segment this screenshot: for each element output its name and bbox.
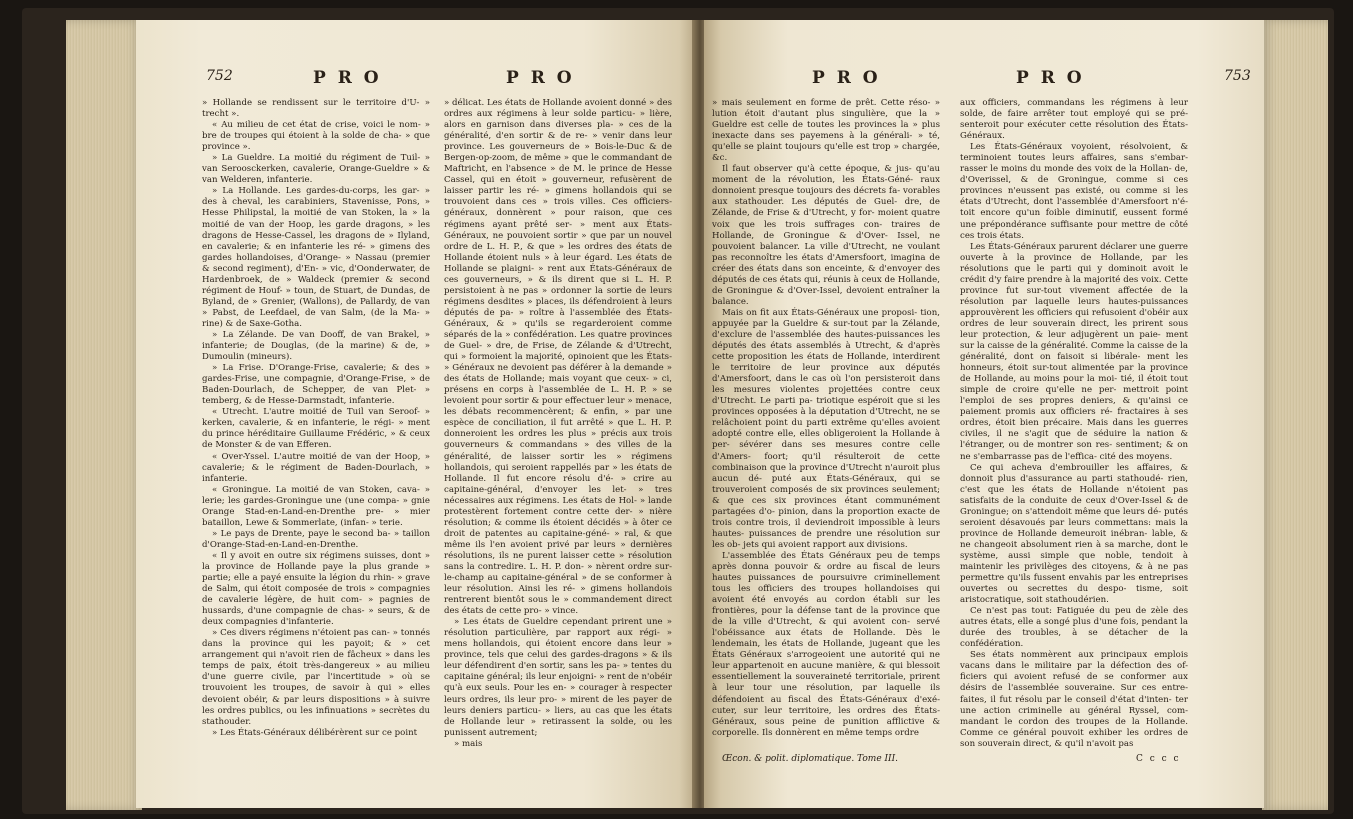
left-column-2 — [444, 98, 672, 750]
running-head-left-2: P R O — [506, 68, 575, 88]
right-column-2 — [960, 98, 1188, 750]
paragraph: Il faut observer qu'à cette époque, & jus- qu'au moment de la révolution, les États-Géné- raux donnoient presque toujours des décrets fa- vorables aux stathouder. Les députés de Guel- dre, de Zélande, de Frise & d'Utrecht, y for- moient quatre voix que les trois suffrages con- traires de Hollande, de Groningue & d'Over- Issel, ne pouvoient balancer. La ville d'Utrecht, ne voulant pas reconnoître les états d'Amersfoort, imagina de créer des états dans son enceinte, & d'envoyer des députés de ces états qui, réunis à ceux de Hollande, de Groningue & d'Over-Issel, devoient entraîner la balance. — [712, 164, 940, 307]
paragraph: » La Frise. D'Orange-Frise, cavalerie; & des » gardes-Frise, une compagnie, d'Orange-Frise, » de Baden-Dourlach, de Schepper, de van Plet- » temberg, & de Hesse-Darmstadt, infanterie. — [202, 363, 430, 407]
paragraph: Ses états nommèrent aux principaux emplois vacans dans le militaire par la défection des of- ficiers qui avoient refusé de se conformer aux désirs de l'assemblée souveraine. Sur ces entre- faites, il fut résolu par le conseil d'état d'inten- ter une action criminelle au général Ryssel, com- mandant le cordon des troupes de la Hollande. Comme ce général pouvoit exhiber les ordres de son souverain direct, & qu'il n'avoit pas — [960, 650, 1188, 749]
paragraph: Mais on fit aux États-Généraux une proposi- tion, appuyée par la Gueldre & sur-tout par la Zélande, d'exclure de l'assemblée des hautes-puissances les députés des états assemblés à Utrecht, & d'après cette proposition les états de Hollande, interdirent le territoire de leur province aux députés d'Amersfoort, dans le cas où l'on persisteroit dans les mesures violentes projettées contre ceux d'Utrecht. Le parti pa- triotique espéroit que si les provinces opposées à la députation d'Utrecht, ne se relâchoient point du parti extrême qu'elles avoient adopté contre elle, elles obligeroient la Hollande à per- sévérer dans ses mesures contre celle d'Amers- foort; qu'il résulteroit de cette combinaison que la province d'Utrecht n'auroit plus aucun dé- puté aux États-Généraux, qui se trouveroient composés de six provinces seulement; & que ces six provinces étant communément partagées d'o- pinion, dans la proportion exacte de trois contre trois, il deviendroit impossible à leurs hautes- puissances de prendre une résolution sur les ob- jets qui avoient rapport aux divisions. — [712, 307, 940, 550]
paragraph: » Les États-Généraux délibérèrent sur ce point — [212, 727, 418, 738]
right-page — [704, 20, 1264, 808]
paragraph: « Over-Yssel. L'autre moitié de van der Hoop, » cavalerie; & le régiment de Baden-Dourlach, » infanterie. — [202, 451, 430, 484]
paragraph: Les États-Généraux parurent déclarer une guerre ouverte à la province de Hollande, par les résolutions que le parti qui y dominoit avoit le crédit d'y faire prendre à la majorité des voix. Cette province fut sur-tout vivement affectée de la résolution par laquelle leurs hautes-puissances approuvèrent les officiers qui refusoient d'obéir aux ordres de leur souverain direct, les prirent sous leur protection, & leur adjugèrent un paie- ment sur la caisse de la généralité. Comme la caisse de la généralité, dont on faisoit si libérale- ment les honneurs, étoit sur-tout alimentée par la province de Hollande, au moins pour la moi- tié, il étoit tout simple de croire qu'elle ne per- mettroit point l'emploi de ses propres deniers, & qu'ainsi ce paiement promis aux officiers ré- fractaires à ses ordres, étoit bien précaire. Mais dans les guerres civiles, il ne s'agit que de séduire la nation & l'étranger, ou de montrer son res- sentiment; & on ne s'embarrasse pas de l'effica- cité des moyens. — [960, 241, 1188, 462]
running-head-right: P R O — [812, 68, 881, 88]
page-number-left: 752 — [206, 68, 233, 84]
paragraph: « Groningue. La moitié de van Stoken, cava- » lerie; les gardes-Groningue une (une compa- » gnie Orange Stad-en-Land-en-Drenthe pre- » mier bataillon, Lewe & Sommerlate, (infan- » terie. — [202, 484, 430, 528]
running-head-right-2: P R O — [1016, 68, 1085, 88]
paragraph: Ce qui acheva d'embrouiller les affaires, & donnoit plus d'assurance au parti stathoudé- rien, c'est que les états de Hollande n'étoient pas satisfaits de la conduite de ceux d'Over-Issel & de Groningue; on s'attendoit même que leurs dé- putés seroient désavoués par leurs commettans: mais la province de Hollande demeuroit inébran- lable, & ne changeoit absolument rien à sa marche, dont le système, aussi simple que noble, tendoit à maintenir les privilèges des citoyens, & à ne pas permettre qu'ils fussent envahis par les entreprises ouvertes ou secrettes du despo- tisme, soit aristocratique, soit stathoudérien. — [960, 462, 1188, 606]
paragraph: » Le pays de Drente, paye le second ba- » taillon d'Orange-Stad-en-Land-en-Drenthe. — [202, 528, 430, 550]
running-head-left: P R O — [313, 68, 382, 88]
page-number-right: 753 — [1224, 68, 1251, 84]
paragraph: » Ces divers régimens n'étoient pas can- » tonnés dans la province qui les payoit; & » cet arrangement qui n'avoit rien de fâcheux » dans les temps de paix, étoit très-dangereux » au milieu d'une guerre civile, par l'incertitude » où se trouvoient les troupes, de savoir à qui » elles devoient obéir, & par leurs dispositions » à suivre les ordres publics, ou les infinuations » secrètes du stathouder. — [202, 628, 430, 727]
paragraph: L'assemblée des États Généraux peu de temps après donna pouvoir & ordre au fiscal de leurs hautes puissances de poursuivre criminellement tous les officiers des troupes hollandoises qui avoient été envoyés au cordon établi sur les frontières, pour la défense tant de la province que de la ville d'Utrecht, & qui avoient con- servé l'obéissance aux états de Hollande. Dès le lendemain, les états de Hollande, jugeant que les États Généraux s'arrogeoient une autorité qui ne leur appartenoit en aucune manière, & qui blessoit essentiellement la souveraineté territoriale, prirent à leur tour une résolution, par laquelle ils défendoient au fiscal des États-Généraux d'exé- cuter, sur leur territoire, les ordres des États- Généraux, sous peine de punition afflictive & corporelle. Ils donnèrent en même temps ordre — [712, 550, 940, 738]
paragraph: » Hollande se rendissent sur le territoire d'U- » trecht ». — [202, 98, 430, 120]
footer-title: Œcon. & polit. diplomatique. Tome III. — [722, 754, 899, 764]
paragraph: » mais seulement en forme de prêt. Cette réso- » lution étoit d'autant plus singulière, que la » Gueldre est celle de toutes les provinces la » plus inexacte dans ses payemens à la générali- » té, qu'elle se plaint toujours qu'elle est trop » chargée, &c. — [712, 98, 940, 164]
paragraph: aux officiers, commandans les régimens à leur solde, de faire arrêter tout employé qui se pré- senteroit pour exécuter cette résolution des États-Généraux. — [960, 98, 1188, 142]
paragraph: » Les états de Gueldre cependant prirent une » résolution particulière, par rapport aux régi- » mens hollandois, qui étoient encore dans leur » province, tels que celui des gardes-dragons » & ils leur défendirent d'en sortir, sans les pa- » tentes du capitaine général; ils leur enjoigni- » rent de n'obéir qu'à eux seuls. Pour les en- » courager à respecter leurs ordres, ils leur pro- » mirent de les payer de leurs deniers particu- » liers, au cas que les états de Hollande leur » retirassent la solde, ou les punissent autrement; — [444, 617, 672, 738]
paragraph: « Il y avoit en outre six régimens suisses, dont » la province de Hollande paye la plus grande » partie; elle a payé ensuite la légion du rhin- » grave de Salm, qui étoit composée de trois » compagnies de cavalerie légère, de huit com- » pagnies de hussards, d'une compagnie de chas- » seurs, & de deux compagnies d'infanterie. — [202, 550, 430, 628]
paragraph: » La Zélande. De van Dooff, de van Brakel, » infanterie; de Douglas, (de la marine) & de, » Dumoulin (mineurs). — [202, 329, 430, 363]
paragraph: « Au milieu de cet état de crise, voici le nom- » bre de troupes qui étoient à la solde de cha- » que province ». — [202, 120, 430, 153]
left-fore-edge — [66, 20, 142, 810]
paragraph: Ce n'est pas tout: Fatiguée du peu de zèle des autres états, elle a songé plus d'une fois, pendant la durée des troubles, à se détacher de la confédération. — [960, 606, 1188, 650]
left-column-1 — [202, 98, 430, 739]
right-column-1 — [712, 98, 940, 739]
paragraph: » délicat. Les états de Hollande avoient donné » des ordres aux régimens à leur solde particu- » lière, alors en garnison dans diverses pla- » ces de la généralité, d'en sortir & de re- » venir dans leur province. Les gouverneurs de » Bois-le-Duc & de Bergen-op-zoom, de même » que le commandant de Maftricht, en l'absence » de M. le prince de Hesse Cassel, qui en étoit » gouverneur, refusèrent de laisser partir les ré- » gimens hollandois qui se trouvoient dans ces » trois villes. Ces officiers-généraux, donnèrent » pour raison, que ces régimens ayant prêté ser- » ment aux États-Généraux, ne pouvoient sortir » que par un nouvel ordre de L. H. P., & que » les ordres des états de Hollande étoient nuls » à leur égard. Les états de Hollande se plaigni- » rent aux États-Généraux de ces gouverneurs, » & ils dirent que si L. H. P. persistoient à ne pas » ordonner la sortie de leurs régimens desdites » places, ils défendroient à leurs députés de pa- » roître à l'assemblée des États-Généraux, & » qu'ils se regarderoient comme séparés de la » confédération. Les quatre provinces de Guel- » dre, de Frise, de Zélande & d'Utrecht, qui » formoient la majorité, opinoient que les États- » Généraux ne devoient pas déférer à la demande » des états de Hollande; mais voyant que ceux- » ci, présens en corps à l'assemblée de L. H. P. » se levoient pour sortir & pour effectuer leur » menace, les débats recommencèrent; & enfin, » par une espèce de conciliation, il fut arrêté » que L. H. P. donneroient les ordres les plus » précis aux trois gouverneurs & commandans » des villes de la généralité, de laisser sortir les » régimens hollandois, qui seroient rappellés par » les états de Hollande. Il fut encore résolu d'é- » crire au capitaine-général, d'envoyer les let- » tres nécessaires aux régimens. Les états de Hol- » lande protestèrent fortement contre cette der- » nière résolution; & comme ils étoient décidés » à ôter ce droit de patentes au capitaine-géné- » ral, & que même ils l'en avoient privé par leurs » dernières résolutions, ils ne purent laisser cette » résolution sans la contredire. L. H. P. don- » nèrent ordre sur-le-champ au capitaine-général » de se conformer à leur résolution. Ainsi les ré- » gimens hollandois rentrerent bientôt sous le » commandement direct des états de cette pro- » vince. — [444, 98, 672, 617]
signature-mark: C c c c — [1136, 754, 1181, 764]
paragraph: Les États-Généraux voyoient, résolvoient, & terminoient toutes leurs affaires, sans s'embar- rasser le moins du monde des voix de la Hollan- de, d'Overissel, & de Groningue, comme si ces provinces n'eussent pas existé, ou comme si les états d'Utrecht, dont l'assemblée d'Amersfoort n'é- toit encore qu'un foible diminutif, eussent formé une prépondérance suffisante pour mettre de côté ces trois états. — [960, 142, 1188, 241]
paragraph: » La Hollande. Les gardes-du-corps, les gar- » des à cheval, les carabiniers, Stavenisse, Pons, » Hesse Philipstal, la moitié de van Stoken, la » la moitié de van der Hoop, les garde dragons, » les dragons de Hesse-Cassel, les dragons de » Ilyland, en cavalerie; & en infanterie les ré- » gimens des gardes hollandoises, d'Orange- » Nassau (premier & second regiment), d'En- » vic, d'Oonderwater, de Hardenbroek, de » Waldeck (premier & second régiment de Houf- » toun, de Stuart, de Dundas, de Byland, de » Grenier, (Wallons), de Pallardy, de van » Pabst, de Leefdael, de van Salm, (de la Ma- » rine) & de Saxe-Gotha. — [202, 186, 430, 329]
right-fore-edge — [1262, 20, 1328, 810]
paragraph: » La Gueldre. La moitié du régiment de Tuil- » van Seroosckerken, cavalerie, Orange-Gueldre » & van Welderen, infanterie. — [202, 153, 430, 186]
paragraph: « Utrecht. L'autre moitié de Tuil van Seroof- » kerken, cavalerie, & en infanterie, le régi- » ment du prince héréditaire Guillaume Frédéric, » & ceux de Monster & de van Efferen. — [202, 407, 430, 451]
paragraph: » mais — [454, 738, 483, 749]
left-page — [136, 20, 696, 808]
